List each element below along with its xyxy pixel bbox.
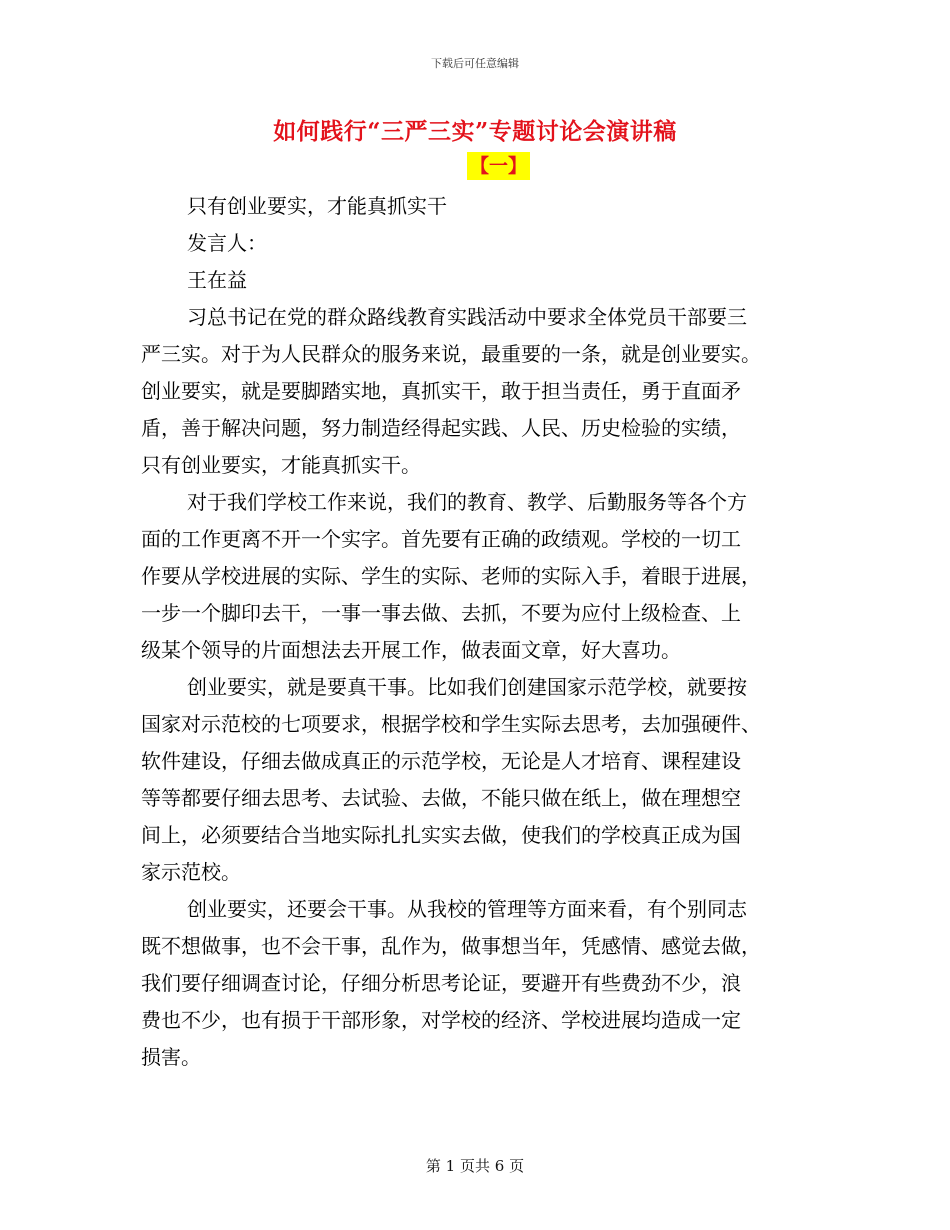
document-body xyxy=(141,188,801,1076)
speech-subtitle: 只有创业要实，才能真抓实干 xyxy=(187,194,447,218)
paragraph-line: 盾，善于解决问题，努力制造经得起实践、人民、历史检验的实绩， xyxy=(141,416,741,440)
paragraph-line: 创业要实，就是要真干事。比如我们创建国家示范学校，就要按 xyxy=(187,675,747,699)
paragraphs xyxy=(141,299,801,1076)
page-footer: 第 1 页共 6 页 xyxy=(425,1157,525,1175)
document-title: 如何践行“三严三实”专题讨论会演讲稿 xyxy=(273,118,677,145)
paragraph-line: 只有创业要实，才能真抓实干。 xyxy=(141,453,421,477)
speaker-name: 王在益 xyxy=(187,268,247,292)
paragraph-line: 级某个领导的片面想法去开展工作，做表面文章，好大喜功。 xyxy=(141,638,681,662)
paragraph-line: 习总书记在党的群众路线教育实践活动中要求全体党员干部要三 xyxy=(187,305,747,329)
paragraph xyxy=(141,299,801,484)
paragraph xyxy=(141,891,801,1076)
paragraph-line: 损害。 xyxy=(141,1045,201,1069)
paragraph-line: 创业要实，还要会干事。从我校的管理等方面来看，有个别同志 xyxy=(187,897,747,921)
paragraph-line: 一步一个脚印去干，一事一事去做、去抓，不要为应付上级检查、上 xyxy=(141,601,741,625)
paragraph-line: 面的工作更离不开一个实字。首先要有正确的政绩观。学校的一切工 xyxy=(141,527,741,551)
paragraph-line: 作要从学校进展的实际、学生的实际、老师的实际入手，着眼于进展， xyxy=(141,564,761,588)
paragraph-line: 既不想做事，也不会干事，乱作为，做事想当年，凭感情、感觉去做， xyxy=(141,934,761,958)
paragraph-line: 软件建设，仔细去做成真正的示范学校，无论是人才培育、课程建设 xyxy=(141,749,741,773)
paragraph-line: 我们要仔细调查讨论，仔细分析思考论证，要避开有些费劲不少，浪 xyxy=(141,971,741,995)
paragraph-line: 间上，必须要结合当地实际扎扎实实去做，使我们的学校真正成为国 xyxy=(141,823,741,847)
paragraph-line: 国家对示范校的七项要求，根据学校和学生实际去思考，去加强硬件、 xyxy=(141,712,761,736)
paragraph-line: 对于我们学校工作来说，我们的教育、教学、后勤服务等各个方 xyxy=(187,490,747,514)
paragraph xyxy=(141,484,801,669)
paragraph-line: 家示范校。 xyxy=(141,860,241,884)
paragraph xyxy=(141,669,801,891)
header-note: 下载后可任意编辑 xyxy=(431,57,519,70)
paragraph-line: 费也不少，也有损于干部形象，对学校的经济、学校进展均造成一定 xyxy=(141,1008,741,1032)
paragraph-line: 等等都要仔细去思考、去试验、去做，不能只做在纸上，做在理想空 xyxy=(141,786,741,810)
section-marker: 【一】 xyxy=(467,152,530,180)
paragraph-line: 严三实。对于为人民群众的服务来说，最重要的一条，就是创业要实。 xyxy=(141,342,761,366)
speaker-label: 发言人： xyxy=(187,231,267,255)
paragraph-line: 创业要实，就是要脚踏实地，真抓实干，敢于担当责任，勇于直面矛 xyxy=(141,379,741,403)
